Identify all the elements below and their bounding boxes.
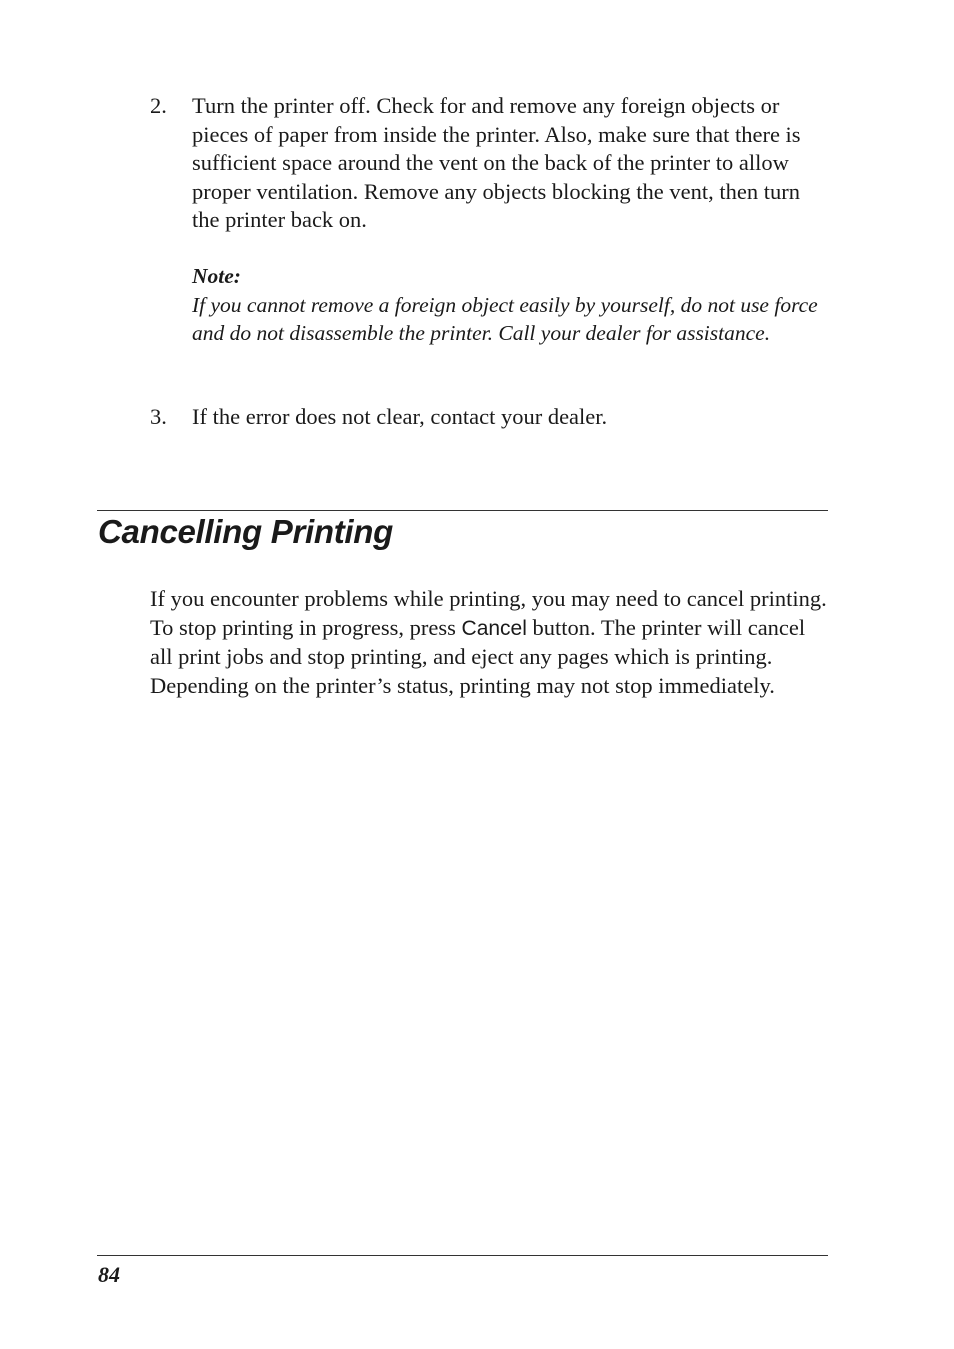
page-number: 84 (98, 1262, 120, 1287)
cancel-key-name: Cancel (461, 616, 527, 640)
note-label: Note: (192, 264, 241, 288)
step-2 (150, 92, 830, 235)
section-title: Cancelling Printing (98, 513, 393, 550)
step-number: 2. (150, 93, 167, 118)
step-text: If the error does not clear, contact your dealer. (192, 404, 608, 429)
section-paragraph (150, 585, 830, 700)
paragraph-text-end: button. The printer will cancel all print jobs and stop printing, and eject any pages which is printing. Depending on the printer’s status, printing may not stop immediately. (150, 614, 806, 698)
step-text: Turn the printer off. Check for and remove any foreign objects or pieces of paper from inside the printer. Also, make sure that there is sufficient space around the vent on the back of the printer to allow proper ventilation. Remove any objects blocking the vent, then turn the printer back on. (192, 93, 801, 232)
step-3 (150, 403, 830, 432)
note-text: If you cannot remove a foreign object easily by yourself, do not use force and do not disassemble the printer. Call your dealer for assistance. (192, 292, 818, 345)
note-block (192, 262, 832, 348)
step-number: 3. (150, 404, 167, 429)
footer-rule (97, 1255, 828, 1256)
paragraph-text-start: If you encounter problems while printing, you may need to cancel printing. To stop printing in progress, press (150, 586, 827, 640)
